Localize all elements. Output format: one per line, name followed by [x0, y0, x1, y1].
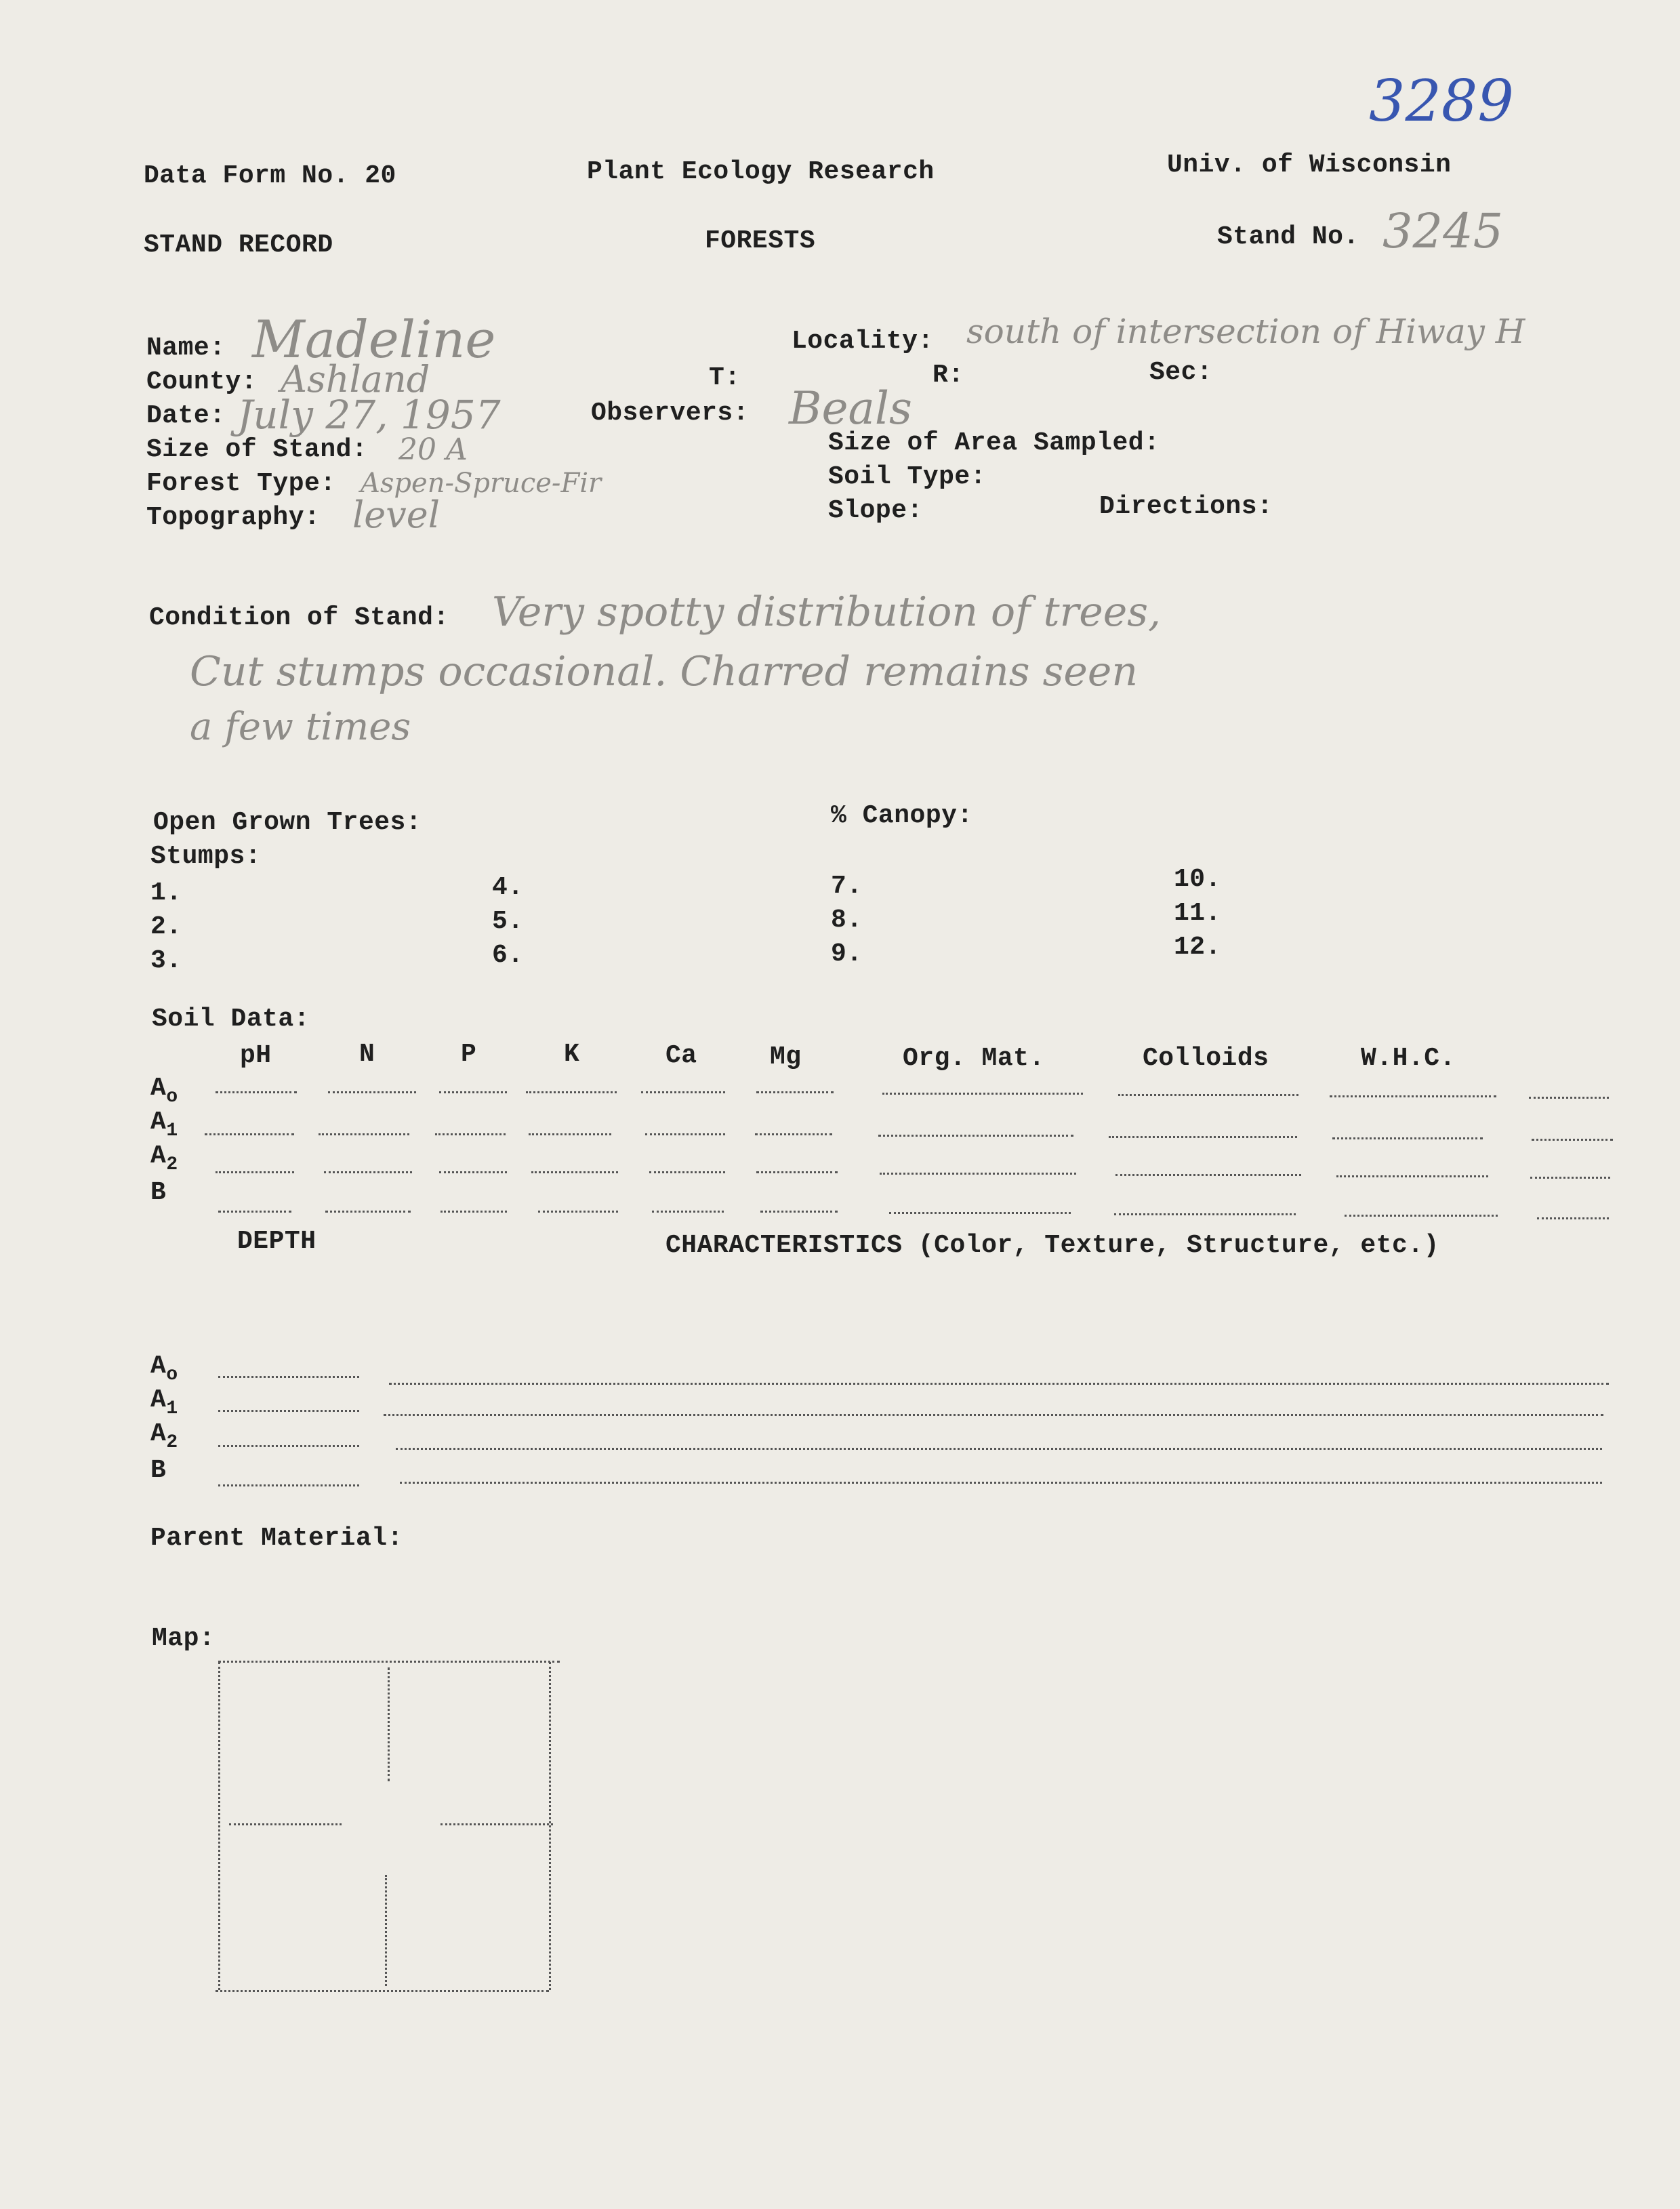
soil-row-label: B	[150, 1178, 167, 1207]
topography-label: Topography:	[146, 503, 321, 532]
record-title: STAND RECORD	[144, 230, 333, 260]
soil-col-header: Ca	[665, 1041, 697, 1070]
soil-blank	[652, 1211, 724, 1213]
condition-line-3: a few times	[190, 705, 411, 749]
name-label: Name:	[146, 333, 226, 363]
forest-type-value: Aspen-Spruce-Fir	[361, 468, 602, 499]
soil-blank	[439, 1091, 507, 1093]
soil-blank	[216, 1091, 297, 1093]
soil-blank	[889, 1212, 1071, 1214]
topography-value: level	[352, 493, 440, 536]
soil-blank	[1330, 1095, 1496, 1097]
soil-col-header: Colloids	[1143, 1044, 1269, 1073]
depth-blank	[218, 1410, 359, 1412]
soil-blank	[441, 1211, 507, 1213]
locality-value: south of intersection of Hiway H	[966, 312, 1525, 351]
r-label: R:	[933, 361, 964, 390]
characteristics-blank	[389, 1383, 1609, 1385]
soil-col-header: Org. Mat.	[903, 1044, 1045, 1073]
stumps-label: Stumps:	[150, 842, 262, 871]
soil-blank	[218, 1211, 291, 1213]
soil-col-header: P	[461, 1040, 477, 1069]
parent-material-label: Parent Material:	[150, 1524, 403, 1553]
stump-number: 4.	[492, 873, 524, 902]
soil-row-label: $A_1$	[150, 1108, 178, 1141]
soil-blank	[531, 1171, 618, 1173]
form-number: Data Form No. 20	[144, 161, 396, 190]
characteristics-blank	[396, 1448, 1602, 1450]
depth-blank	[218, 1376, 359, 1378]
condition-line-2: Cut stumps occasional. Charred remains seen	[190, 648, 1139, 695]
depth-row-label: $A_2$	[150, 1419, 178, 1453]
stump-number: 3.	[150, 946, 182, 975]
stump-number: 10.	[1174, 865, 1221, 894]
university-name: Univ. of Wisconsin	[1167, 150, 1452, 180]
characteristics-blank	[400, 1482, 1602, 1484]
soil-blank	[435, 1133, 506, 1135]
date-label: Date:	[146, 401, 226, 430]
soil-blank	[1332, 1137, 1483, 1139]
soil-row-label: $A_2$	[150, 1141, 178, 1175]
research-title: Plant Ecology Research	[587, 157, 935, 186]
stand-no-label: Stand No.	[1217, 222, 1359, 251]
map-center-horizontal-left	[229, 1823, 342, 1825]
observers-label: Observers:	[591, 399, 750, 428]
soil-blank	[324, 1171, 412, 1173]
map-center-vertical-bottom	[385, 1875, 387, 1986]
soil-blank	[216, 1171, 294, 1173]
stump-number: 12.	[1174, 933, 1221, 962]
stump-number: 7.	[831, 872, 863, 901]
directions-label: Directions:	[1099, 492, 1273, 521]
soil-blank	[1345, 1215, 1498, 1217]
stump-number: 6.	[492, 941, 524, 970]
soil-col-header: pH	[240, 1041, 272, 1070]
date-value: July 27, 1957	[237, 392, 501, 438]
soil-blank	[328, 1091, 416, 1093]
forest-type-label: Forest Type:	[146, 469, 336, 498]
soil-blank	[878, 1135, 1073, 1137]
depth-label: DEPTH	[237, 1227, 316, 1256]
map-label: Map:	[152, 1624, 216, 1653]
soil-blank	[529, 1133, 611, 1135]
size-of-stand-value: 20 A	[398, 432, 468, 467]
characteristics-label: CHARACTERISTICS (Color, Texture, Structure, etc.)	[665, 1231, 1439, 1260]
soil-blank	[538, 1211, 618, 1213]
soil-blank	[1537, 1217, 1609, 1219]
soil-col-header: N	[359, 1040, 375, 1069]
depth-blank	[218, 1484, 359, 1486]
map-top-edge	[218, 1661, 560, 1663]
stump-number: 9.	[831, 939, 863, 969]
soil-blank	[1115, 1174, 1301, 1176]
soil-blank	[755, 1133, 832, 1135]
soil-col-header: K	[564, 1040, 580, 1069]
soil-blank	[756, 1171, 838, 1173]
t-label: T:	[709, 363, 741, 392]
stump-number: 11.	[1174, 899, 1221, 928]
depth-row-label: $A_o$	[150, 1352, 178, 1385]
depth-row-label: B	[150, 1456, 167, 1485]
soil-col-header: Mg	[770, 1042, 802, 1072]
depth-blank	[218, 1445, 359, 1447]
stump-number: 2.	[150, 912, 182, 941]
stump-number: 1.	[150, 878, 182, 908]
county-value: Ashland	[281, 358, 430, 401]
soil-col-header: W.H.C.	[1361, 1044, 1456, 1073]
condition-label: Condition of Stand:	[149, 603, 449, 632]
soil-blank	[1109, 1136, 1297, 1138]
catalog-number: 3289	[1369, 68, 1514, 134]
sec-label: Sec:	[1149, 358, 1213, 387]
soil-blank	[1530, 1177, 1610, 1179]
soil-blank	[526, 1091, 617, 1093]
soil-blank	[760, 1211, 838, 1213]
locality-label: Locality:	[792, 327, 934, 356]
county-label: County:	[146, 367, 258, 397]
map-right-edge	[549, 1662, 551, 1990]
soil-blank	[1532, 1139, 1613, 1141]
stump-number: 8.	[831, 906, 863, 935]
soil-blank	[880, 1173, 1076, 1175]
map-bottom-edge	[216, 1990, 549, 1992]
size-of-stand-label: Size of Stand:	[146, 435, 368, 464]
soil-blank	[325, 1211, 411, 1213]
slope-label: Slope:	[828, 496, 923, 525]
soil-blank	[882, 1093, 1083, 1095]
soil-blank	[1118, 1094, 1298, 1096]
observers-value: Beals	[789, 382, 912, 434]
soil-blank	[439, 1171, 507, 1173]
name-value: Madeline	[252, 309, 496, 369]
open-grown-trees-label: Open Grown Trees:	[153, 808, 422, 837]
soil-data-label: Soil Data:	[152, 1005, 310, 1034]
canopy-label: % Canopy:	[831, 801, 973, 830]
soil-blank	[649, 1171, 725, 1173]
soil-blank	[1529, 1097, 1609, 1099]
area-sampled-label: Size of Area Sampled:	[828, 428, 1160, 458]
characteristics-blank	[384, 1414, 1603, 1416]
soil-blank	[641, 1091, 725, 1093]
map-center-horizontal-right	[441, 1823, 553, 1825]
depth-row-label: $A_1$	[150, 1385, 178, 1419]
soil-row-label: $A_o$	[150, 1074, 178, 1108]
soil-blank	[1336, 1175, 1488, 1177]
category-title: FORESTS	[705, 226, 816, 256]
stand-no-value: 3245	[1382, 203, 1504, 259]
condition-line-1: Very spotty distribution of trees,	[492, 588, 1162, 636]
map-center-vertical-top	[388, 1667, 390, 1781]
soil-blank	[645, 1133, 725, 1135]
soil-blank	[756, 1091, 834, 1093]
soil-blank	[1114, 1213, 1296, 1215]
soil-blank	[205, 1133, 294, 1135]
stump-number: 5.	[492, 907, 524, 936]
soil-type-label: Soil Type:	[828, 462, 987, 491]
map-left-edge	[218, 1662, 220, 1990]
soil-blank	[319, 1133, 409, 1135]
